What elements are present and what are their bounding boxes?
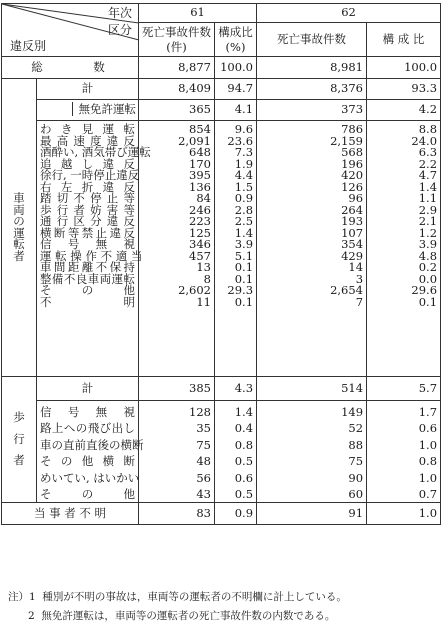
unlicensed-r61: 4.1 bbox=[215, 100, 257, 121]
pedestrian-v62-values: 149 52 88 75 90 60 bbox=[257, 401, 367, 503]
pedestrian-v61-values: 128 35 75 48 56 43 bbox=[139, 401, 215, 503]
corner-header-cell bbox=[2, 4, 139, 57]
total-label: 総 数 bbox=[2, 57, 139, 79]
vehicle-details-block bbox=[2, 121, 441, 377]
unknown-party-v62: 91 bbox=[257, 503, 367, 525]
vehicle-violation-labels: わ き 見 運 転 最 高 速 度 違 反 酒酔い, 酒気帯び運転 追 越 し 違 反 徐行, 一時停止違反 右 左 折 違 反 踏 切 不 停 止 等 歩 行 者 妨 害 等 通 行 区 分 違 反 横断等禁止違反 信 号 無 視 運 転 操 作 不 適 当 車間距離不保持 整備不良車両運転 そ の 他 不 明 bbox=[37, 121, 139, 377]
vehicle-subtotal-v62: 8,376 bbox=[257, 79, 367, 100]
vehicle-subtotal-r62: 93.3 bbox=[367, 79, 441, 100]
violation-label: 違反別 bbox=[10, 39, 47, 53]
unknown-party-row bbox=[2, 503, 441, 525]
unlicensed-r62: 4.2 bbox=[367, 100, 441, 121]
vehicle-v61-values: 854 2,091 648 170 395 136 84 246 223 125 346 457 13 8 2,602 11 bbox=[139, 121, 215, 377]
vehicle-driver-group-label: 車 両 の 運 転 者 bbox=[2, 79, 37, 377]
unknown-party-r61: 0.9 bbox=[215, 503, 257, 525]
footnotes bbox=[8, 588, 438, 626]
unlicensed-v62: 373 bbox=[257, 100, 367, 121]
vehicle-subtotal-label: 計 bbox=[37, 79, 139, 100]
vehicle-subtotal-row bbox=[2, 79, 441, 100]
pedestrian-details-block bbox=[2, 401, 441, 503]
pedestrian-subtotal-row bbox=[2, 377, 441, 401]
vehicle-subtotal-v61: 8,409 bbox=[139, 79, 215, 100]
total-r62: 100.0 bbox=[367, 57, 441, 79]
pedestrian-subtotal-v62: 514 bbox=[257, 377, 367, 401]
vehicle-v62-values: 786 2,159 568 196 420 126 96 264 193 107 354 429 14 3 2,654 7 bbox=[257, 121, 367, 377]
ratio-62-header: 構 成 比 bbox=[367, 23, 441, 57]
fatal-accident-table bbox=[1, 3, 441, 525]
unlicensed-label: 無免許運転 bbox=[37, 100, 139, 121]
category-label: 区分 bbox=[107, 23, 132, 37]
total-v61: 8,877 bbox=[139, 57, 215, 79]
pedestrian-violation-labels: 信 号 無 視 路上への飛び出し 車の直前直後の横断 そ の 他 横 断 めいてい, はいかい そ の 他 bbox=[37, 401, 139, 503]
unknown-party-r62: 1.0 bbox=[367, 503, 441, 525]
vehicle-subtotal-r61: 94.7 bbox=[215, 79, 257, 100]
unknown-party-v61: 83 bbox=[139, 503, 215, 525]
pedestrian-r62-values: 1.7 0.6 1.0 0.8 1.0 0.7 bbox=[367, 401, 441, 503]
total-row bbox=[2, 57, 441, 79]
pedestrian-subtotal-r61: 4.3 bbox=[215, 377, 257, 401]
pedestrian-group-label: 歩 行 者 bbox=[2, 377, 37, 503]
pedestrian-subtotal-r62: 5.7 bbox=[367, 377, 441, 401]
year-62-header: 62 bbox=[257, 4, 441, 23]
unknown-party-label: 当 事 者 不 明 bbox=[2, 503, 139, 525]
unlicensed-row bbox=[2, 100, 441, 121]
pedestrian-r61-values: 1.4 0.4 0.8 0.5 0.6 0.5 bbox=[215, 401, 257, 503]
year-label: 年次 bbox=[107, 6, 132, 20]
unlicensed-v61: 365 bbox=[139, 100, 215, 121]
vehicle-r62-values: 8.8 24.0 6.3 2.2 4.7 1.4 1.1 2.9 2.1 1.2 3.9 4.8 0.2 0.0 29.6 0.1 bbox=[367, 121, 441, 377]
pedestrian-subtotal-label: 計 bbox=[37, 377, 139, 401]
total-v62: 8,981 bbox=[257, 57, 367, 79]
footnote-1: 注）1 種別が不明の事故は，車両等の運転者の不明欄に計上している。 bbox=[8, 591, 347, 603]
deaths-62-header: 死亡事故件数 bbox=[257, 23, 367, 57]
total-r61: 100.0 bbox=[215, 57, 257, 79]
pedestrian-subtotal-v61: 385 bbox=[139, 377, 215, 401]
deaths-61-header: 死亡事故件数 (件) bbox=[139, 23, 215, 57]
footnote-2: 2 無免許運転は，車両等の運転者の死亡事故件数の内数である。 bbox=[28, 610, 336, 622]
ratio-61-header: 構成比 (%) bbox=[215, 23, 257, 57]
year-61-header: 61 bbox=[139, 4, 257, 23]
vehicle-r61-values: 9.6 23.6 7.3 1.9 4.4 1.5 0.9 2.8 2.5 1.4 3.9 5.1 0.1 0.1 29.3 0.1 bbox=[215, 121, 257, 377]
